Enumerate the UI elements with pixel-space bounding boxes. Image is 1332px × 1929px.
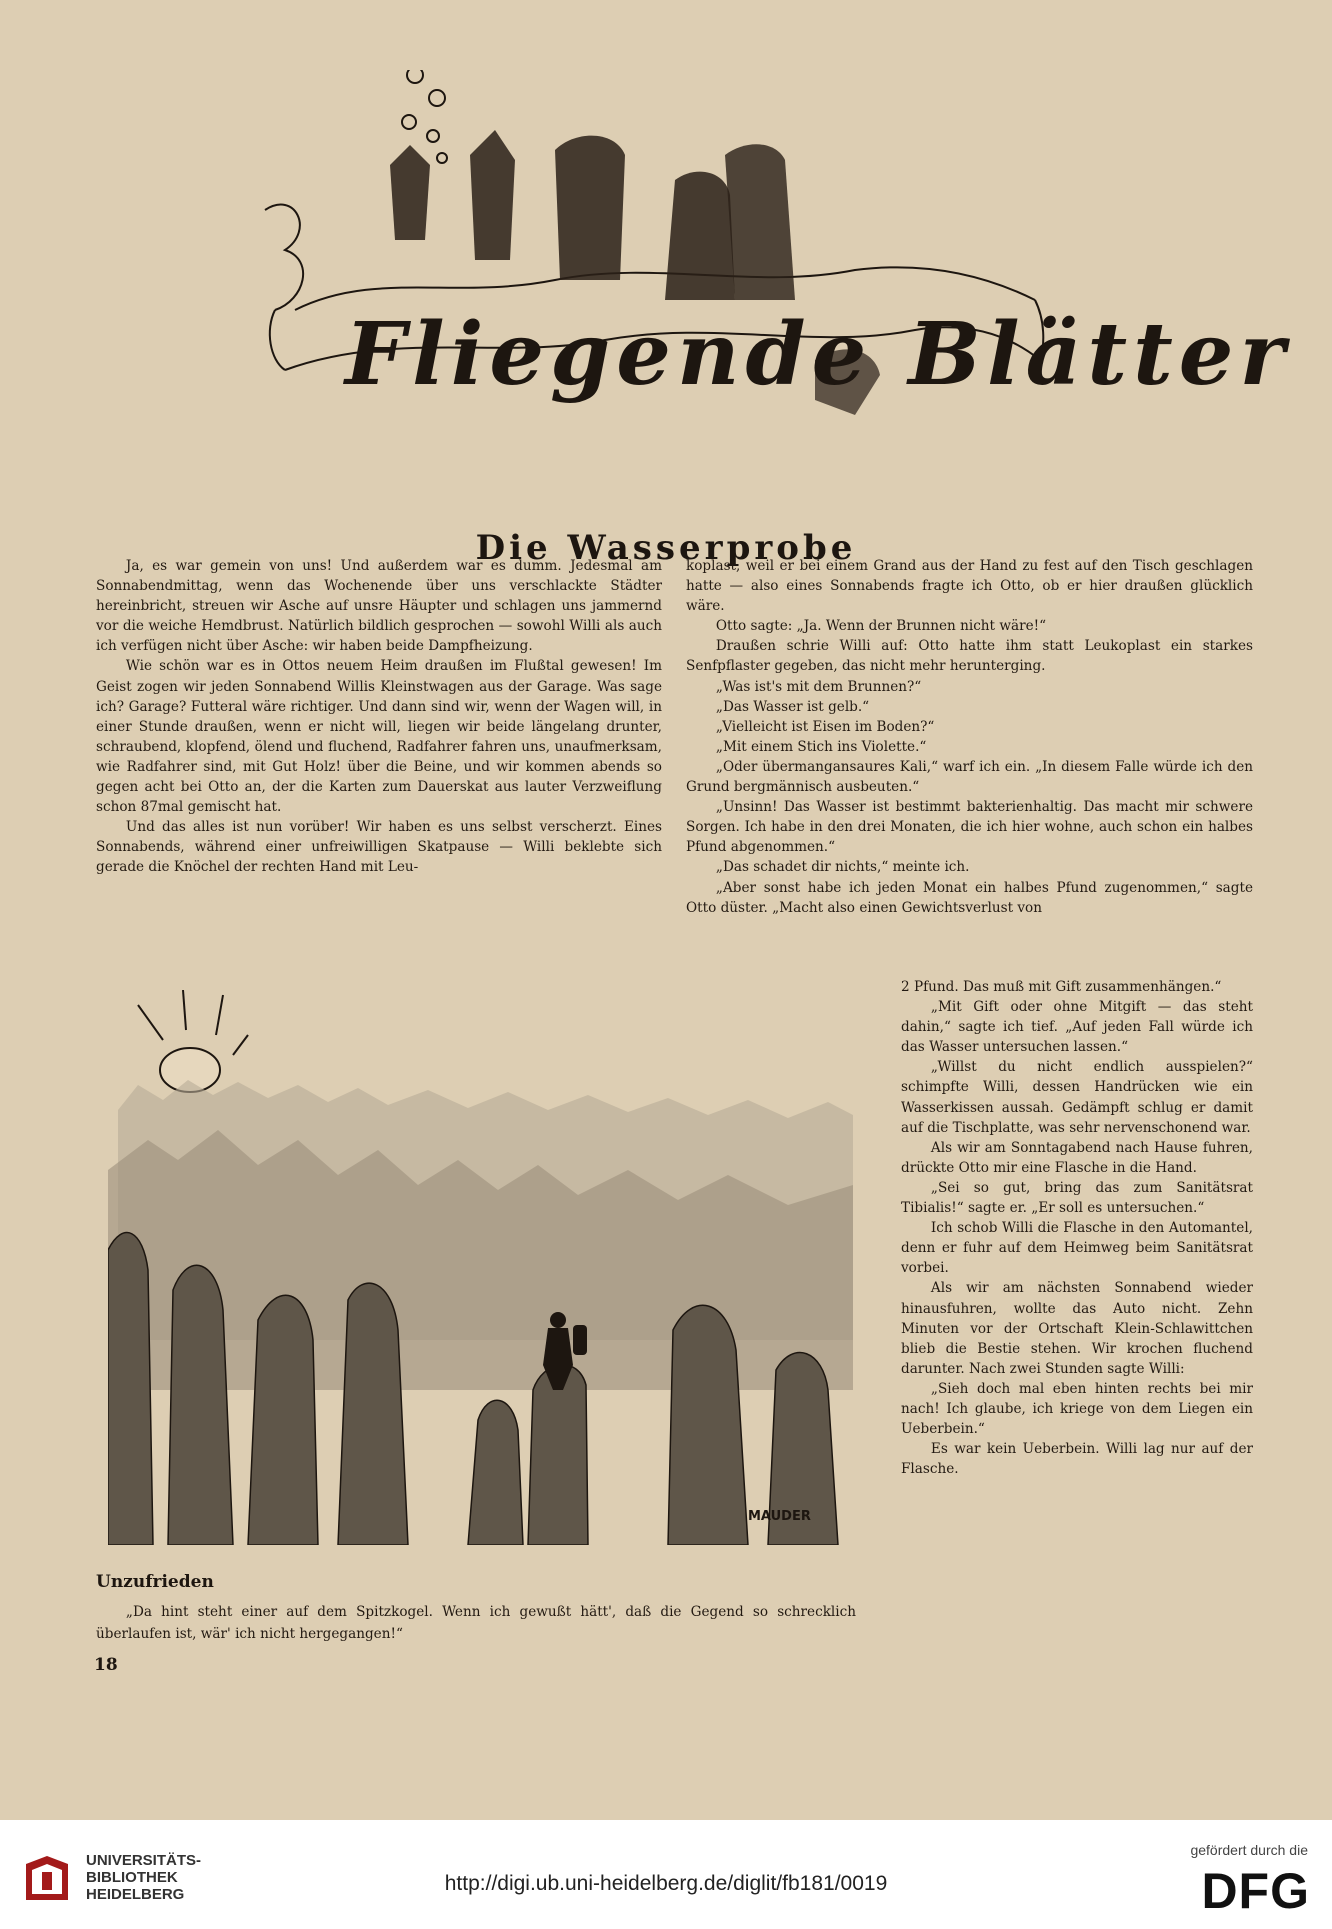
dfg-logo: DFG (1201, 1863, 1310, 1919)
article-right-column (686, 556, 1253, 918)
page-number: 18 (94, 1655, 118, 1675)
funding-label: gefördert durch die (1190, 1842, 1308, 1858)
paragraph: 2 Pfund. Das muß mit Gift zusammenhängen.“ (901, 979, 1222, 995)
paragraph: „Aber sonst habe ich jeden Monat ein halbes Pfund zugenommen,“ sagte Otto düster. „Macht also einen Gewichtsverlust von (686, 879, 1253, 916)
paragraph: „Vielleicht ist Eisen im Boden?“ (715, 718, 935, 735)
paragraph: „Mit einem Stich ins Violette.“ (715, 738, 927, 755)
artist-signature: MAUDER (748, 1509, 811, 1524)
paragraph: „Sieh doch mal eben hinten rechts bei mir nach! Ich glaube, ich kriege von dem Liegen ein Ueberbein.“ (901, 1380, 1253, 1438)
paragraph: „Das schadet dir nichts,“ meinte ich. (715, 859, 970, 876)
paragraph: Als wir am Sonntagabend nach Hause fuhren, drückte Otto mir eine Flasche in die Hand. (901, 1139, 1253, 1176)
cartoon-caption-title: Unzufrieden (96, 1572, 214, 1592)
paragraph: „Unsinn! Das Wasser ist bestimmt bakterienhaltig. Das macht mir schwere Sorgen. Ich habe in den drei Monaten, die ich hier wohne, auch schon ein halbes Pfund abgenommen.“ (686, 799, 1253, 856)
institution-name: UNIVERSITÄTS- BIBLIOTHEK HEIDELBERG (86, 1852, 202, 1903)
article-title: Die Wasserprobe (475, 527, 857, 568)
paragraph: Ich schob Willi die Flasche in den Automantel, denn er fuhr auf dem Heimweg beim Sanitätsrat vorbei. (901, 1220, 1253, 1277)
paragraph: „Was ist's mit dem Brunnen?“ (715, 678, 922, 695)
paragraph: Und das alles ist nun vorüber! Wir haben es uns selbst verscherzt. Eines Sonnabends, während einer unfreiwilligen Skatpause — Willi beklebte sich gerade die Knöchel der rechten Hand mit Leu- (96, 819, 662, 876)
paragraph: koplast, weil er bei einem Grand aus der Hand zu fest auf den Tisch geschlagen hatte — also eines Sonnabends fragte ich Otto, ob er hier draußen glücklich wäre. (686, 558, 1253, 615)
cartoon-illustration (108, 990, 858, 1545)
paragraph: „Willst du nicht endlich ausspielen?“ schimpfte Willi, dessen Handrücken wie ein Wasserkissen aussah. Gedämpft schlug er damit auf die Tischplatte, was sehr nervenschonend war. (901, 1059, 1253, 1136)
paragraph: Es war kein Ueberbein. Willi lag nur auf der Flasche. (901, 1441, 1253, 1478)
masthead-title: Fliegende Blätter (345, 304, 1291, 405)
source-url-link[interactable]: http://digi.ub.uni-heidelberg.de/diglit/fb181/0019 (444, 1872, 888, 1895)
article-narrow-column (901, 977, 1253, 1479)
paragraph: „Oder übermangansaures Kali,“ warf ich ein. „In diesem Falle würde ich den Grund bergmännisch ausbeuten.“ (686, 758, 1253, 796)
article-left-column (96, 556, 662, 878)
paragraph: „Mit Gift oder ohne Mitgift — das steht dahin,“ sagte ich tief. „Auf jeden Fall würde ich das Wasser untersuchen lassen.“ (901, 999, 1253, 1056)
paragraph: Ja, es war gemein von uns! Und außerdem war es dumm. Jedesmal am Sonnabendmittag, wenn das Wochenende über uns verschlackte Städter hereinbricht, streuen wir Asche auf unsre Häupter und schlagen uns jammernd vor die weiche Hemdbrust. Natürlich bildlich gesprochen — sowohl Willi als auch ich verfügen nicht über Asche: wir haben beide Dampfheizung. (96, 558, 662, 655)
paragraph: Als wir am nächsten Sonnabend wieder hinausfuhren, wollte das Auto nicht. Zehn Minuten vor der Ortschaft Klein-Schlawittchen blieb die Bestie stehen. Wir krochen fluchend darunter. Nach zwei Stunden sagte Willi: (901, 1280, 1253, 1377)
paragraph: „Sei so gut, bring das zum Sanitätsrat Tibialis!“ sagte er. „Er soll es untersuchen.“ (901, 1179, 1253, 1217)
paragraph: Wie schön war es in Ottos neuem Heim draußen im Flußtal gewesen! Im Geist zogen wir jeden Sonnabend Willis Kleinstwagen aus der Garage. Was sage ich? Garage? Futteral wäre richtiger. Und dann sind wir, wenn der Wagen will, in einer Stunde draußen, wenn er nicht will, liegen wir beide längelang drunter, schraubend, klopfend, ölend und fluchend, Radfahrer fahren uns, unaufmerksam, wie Radfahrer sind, mit Gut Holz! über die Beine, und wir kommen abends so gegen acht bei Otto an, der die Karten zum Dauerskat aus lauter Verzweiflung schon 87mal gemischt hat. (96, 658, 662, 816)
paragraph: „Das Wasser ist gelb.“ (715, 698, 870, 715)
paragraph: Draußen schrie Willi auf: Otto hatte ihm statt Leukoplast ein starkes Senfpflaster gegeben, das nicht mehr herunterging. (686, 638, 1253, 675)
paragraph: Otto sagte: „Ja. Wenn der Brunnen nicht wäre!“ (715, 618, 1047, 635)
cartoon-caption-text: „Da hint steht einer auf dem Spitzkogel. Wenn ich gewußt hätt', daß die Gegend so schrecklich überlaufen ist, wär' ich nicht hergegangen!“ (96, 1604, 856, 1642)
footer-bar (0, 1820, 1332, 1929)
